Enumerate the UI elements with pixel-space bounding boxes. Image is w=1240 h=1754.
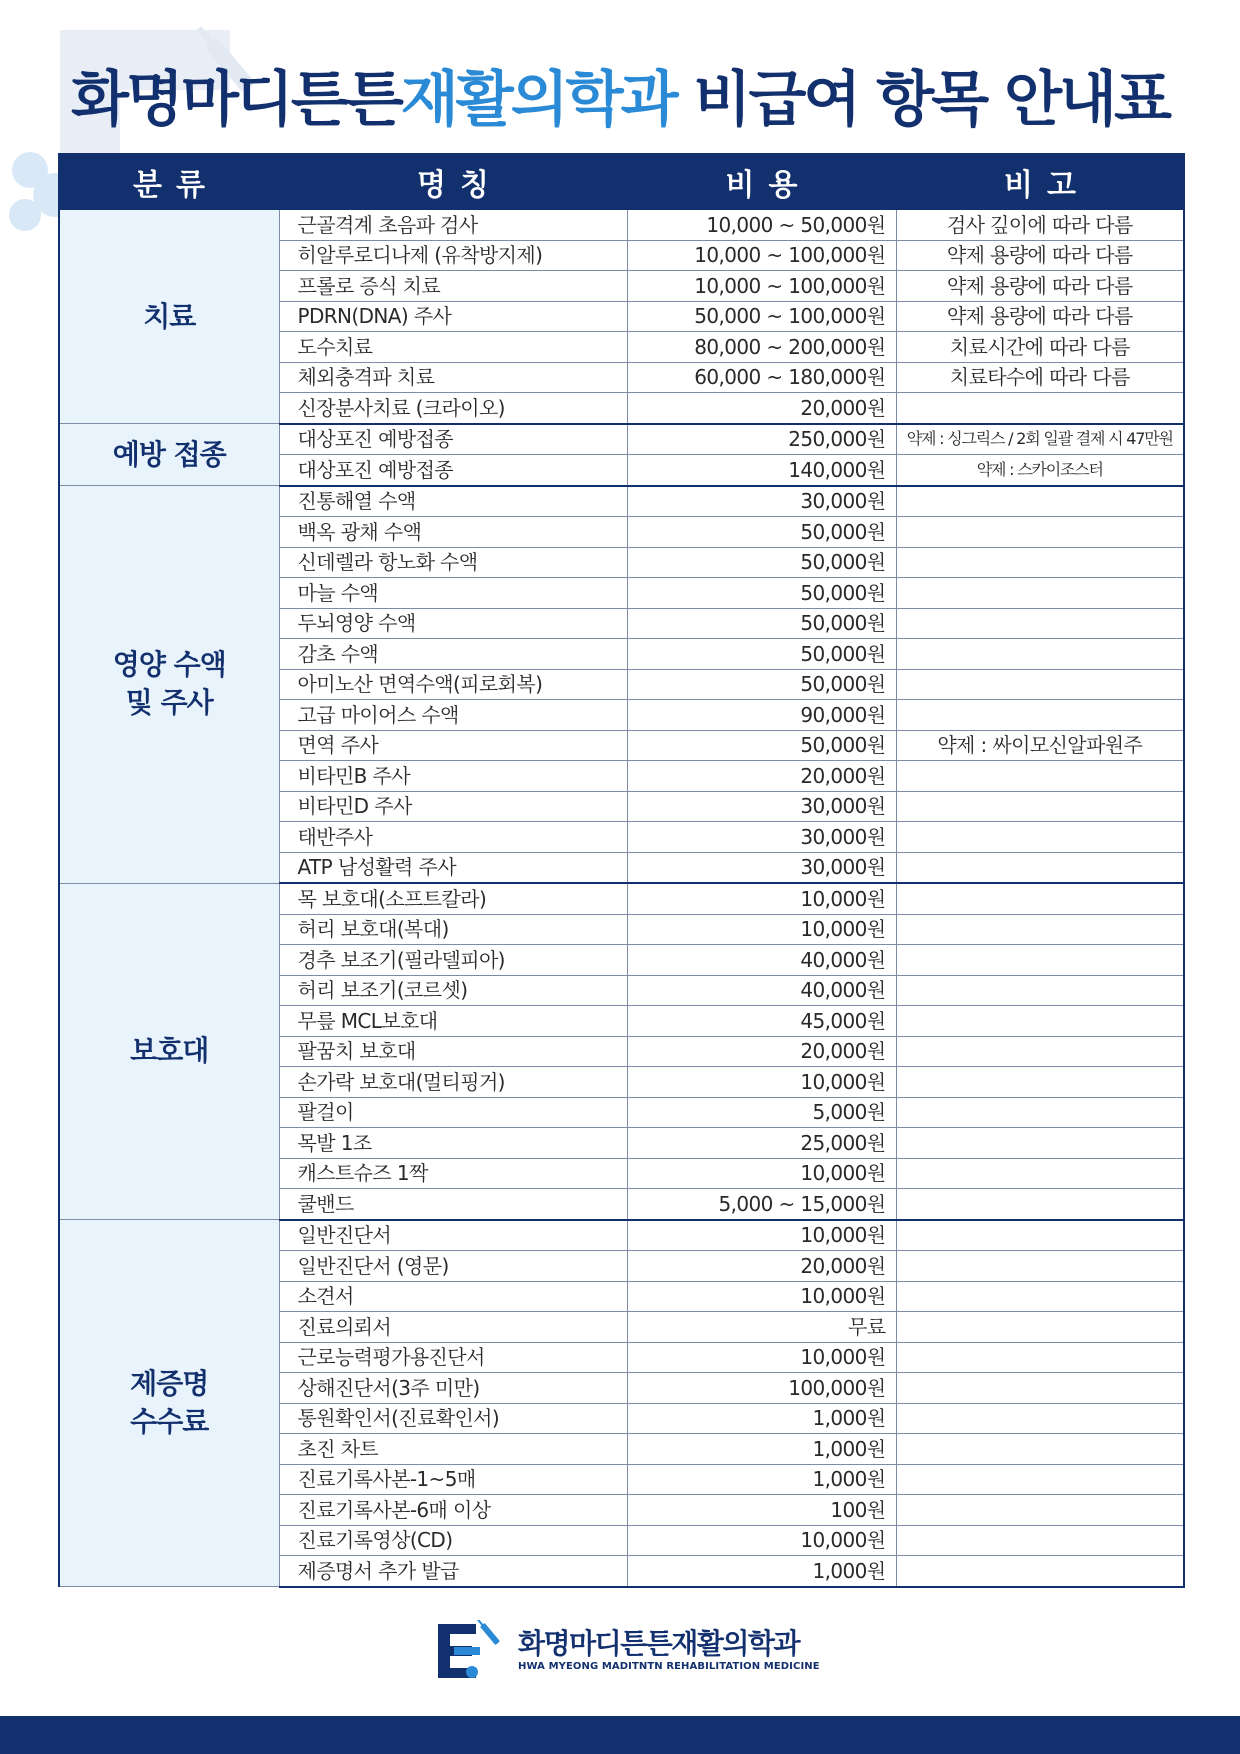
item-note xyxy=(896,761,1184,792)
item-note xyxy=(896,1067,1184,1098)
item-name: 아미노산 면역수액(피로회복) xyxy=(279,669,627,700)
item-note xyxy=(896,1464,1184,1495)
item-cost: 10,000원 xyxy=(627,1158,896,1189)
item-name: 소견서 xyxy=(279,1281,627,1312)
item-name: 근골격계 초음파 검사 xyxy=(279,209,627,240)
item-note: 약제 : 싸이모신알파원주 xyxy=(896,730,1184,761)
item-note xyxy=(896,1220,1184,1251)
bottom-bar xyxy=(0,1716,1240,1754)
item-name: 초진 차트 xyxy=(279,1434,627,1465)
item-note xyxy=(896,517,1184,548)
item-note: 약제 용량에 따라 다름 xyxy=(896,271,1184,302)
table-row xyxy=(59,883,1184,914)
item-note xyxy=(896,1189,1184,1220)
item-name: 허리 보조기(코르셋) xyxy=(279,975,627,1006)
item-note xyxy=(896,639,1184,670)
item-note xyxy=(896,791,1184,822)
item-name: ATP 남성활력 주사 xyxy=(279,852,627,883)
item-cost: 50,000원 xyxy=(627,639,896,670)
table-row xyxy=(59,1220,1184,1251)
item-note xyxy=(896,1556,1184,1587)
item-cost: 30,000원 xyxy=(627,791,896,822)
header-note: 비고 xyxy=(896,154,1184,209)
category-cell: 보호대 xyxy=(59,883,279,1220)
item-cost: 1,000원 xyxy=(627,1556,896,1587)
footer-logo xyxy=(432,1620,820,1682)
item-note: 검사 깊이에 따라 다름 xyxy=(896,209,1184,240)
item-name: 목 보호대(소프트칼라) xyxy=(279,883,627,914)
item-name: 두뇌영양 수액 xyxy=(279,608,627,639)
header-cost: 비용 xyxy=(627,154,896,209)
item-note: 약제 용량에 따라 다름 xyxy=(896,301,1184,332)
item-cost: 100,000원 xyxy=(627,1373,896,1404)
item-note xyxy=(896,1495,1184,1526)
item-name: 태반주사 xyxy=(279,822,627,853)
item-cost: 10,000원 xyxy=(627,1342,896,1373)
item-cost: 10,000원 xyxy=(627,1525,896,1556)
item-name: 일반진단서 (영문) xyxy=(279,1251,627,1282)
category-cell: 치료 xyxy=(59,209,279,424)
item-cost: 50,000원 xyxy=(627,578,896,609)
item-cost: 1,000원 xyxy=(627,1434,896,1465)
table-header-row xyxy=(59,154,1184,209)
item-name: 진통해열 수액 xyxy=(279,486,627,517)
item-note xyxy=(896,393,1184,424)
item-cost: 10,000원 xyxy=(627,1220,896,1251)
item-cost: 30,000원 xyxy=(627,486,896,517)
item-note xyxy=(896,1403,1184,1434)
item-name: PDRN(DNA) 주사 xyxy=(279,301,627,332)
item-cost: 1,000원 xyxy=(627,1464,896,1495)
item-name: 허리 보호대(복대) xyxy=(279,914,627,945)
item-name: 목발 1조 xyxy=(279,1128,627,1159)
item-name: 손가락 보호대(멀티핑거) xyxy=(279,1067,627,1098)
item-note xyxy=(896,669,1184,700)
item-name: 진료기록사본-6매 이상 xyxy=(279,1495,627,1526)
category-cell: 제증명 수수료 xyxy=(59,1220,279,1587)
item-note xyxy=(896,547,1184,578)
item-name: 진료기록영상(CD) xyxy=(279,1525,627,1556)
item-note xyxy=(896,914,1184,945)
header-category: 분류 xyxy=(59,154,279,209)
item-note: 치료타수에 따라 다름 xyxy=(896,362,1184,393)
item-cost: 20,000원 xyxy=(627,761,896,792)
price-table-body xyxy=(59,209,1184,1587)
item-name: 면역 주사 xyxy=(279,730,627,761)
table-row xyxy=(59,209,1184,240)
item-name: 도수치료 xyxy=(279,332,627,363)
item-note: 치료시간에 따라 다름 xyxy=(896,332,1184,363)
item-cost: 50,000 ~ 100,000원 xyxy=(627,301,896,332)
item-cost: 50,000원 xyxy=(627,669,896,700)
item-note xyxy=(896,1525,1184,1556)
item-name: 신데렐라 항노화 수액 xyxy=(279,547,627,578)
item-note xyxy=(896,1158,1184,1189)
item-name: 체외충격파 치료 xyxy=(279,362,627,393)
item-note xyxy=(896,1128,1184,1159)
item-name: 쿨밴드 xyxy=(279,1189,627,1220)
item-name: 팔걸이 xyxy=(279,1097,627,1128)
item-note xyxy=(896,883,1184,914)
item-cost: 10,000 ~ 100,000원 xyxy=(627,271,896,302)
item-name: 신장분사치료 (크라이오) xyxy=(279,393,627,424)
item-name: 무릎 MCL보호대 xyxy=(279,1006,627,1037)
item-name: 마늘 수액 xyxy=(279,578,627,609)
title-part-1: 화명마디튼튼 xyxy=(71,65,401,135)
item-note xyxy=(896,1097,1184,1128)
item-cost: 50,000원 xyxy=(627,517,896,548)
item-cost: 30,000원 xyxy=(627,852,896,883)
item-cost: 25,000원 xyxy=(627,1128,896,1159)
item-cost: 45,000원 xyxy=(627,1006,896,1037)
item-cost: 20,000원 xyxy=(627,1036,896,1067)
item-cost: 250,000원 xyxy=(627,424,896,455)
item-cost: 50,000원 xyxy=(627,608,896,639)
item-cost: 40,000원 xyxy=(627,945,896,976)
item-note xyxy=(896,1251,1184,1282)
item-name: 고급 마이어스 수액 xyxy=(279,700,627,731)
header-name: 명칭 xyxy=(279,154,627,209)
item-name: 근로능력평가용진단서 xyxy=(279,1342,627,1373)
item-note xyxy=(896,822,1184,853)
item-cost: 100원 xyxy=(627,1495,896,1526)
item-note xyxy=(896,1434,1184,1465)
item-cost: 50,000원 xyxy=(627,730,896,761)
item-note xyxy=(896,486,1184,517)
item-name: 백옥 광채 수액 xyxy=(279,517,627,548)
price-table xyxy=(58,153,1185,1588)
item-name: 대상포진 예방접종 xyxy=(279,424,627,455)
item-name: 통원확인서(진료확인서) xyxy=(279,1403,627,1434)
item-name: 일반진단서 xyxy=(279,1220,627,1251)
item-cost: 20,000원 xyxy=(627,393,896,424)
item-name: 감초 수액 xyxy=(279,639,627,670)
item-name: 히알루로디나제 (유착방지제) xyxy=(279,240,627,271)
item-name: 진료기록사본-1~5매 xyxy=(279,1464,627,1495)
item-cost: 5,000원 xyxy=(627,1097,896,1128)
item-note xyxy=(896,945,1184,976)
title-part-2: 재활의학과 xyxy=(400,65,676,135)
item-note xyxy=(896,1281,1184,1312)
item-name: 경추 보조기(필라델피아) xyxy=(279,945,627,976)
item-name: 진료의뢰서 xyxy=(279,1312,627,1343)
item-note: 약제 : 스카이조스터 xyxy=(896,455,1184,486)
item-cost: 10,000원 xyxy=(627,883,896,914)
item-cost: 무료 xyxy=(627,1312,896,1343)
item-cost: 140,000원 xyxy=(627,455,896,486)
item-note xyxy=(896,852,1184,883)
item-cost: 10,000 ~ 50,000원 xyxy=(627,209,896,240)
clinic-logo-icon xyxy=(432,1620,504,1682)
category-cell: 예방 접종 xyxy=(59,424,279,486)
item-name: 제증명서 추가 발급 xyxy=(279,1556,627,1587)
page-title xyxy=(0,52,1240,138)
item-note xyxy=(896,1342,1184,1373)
item-cost: 50,000원 xyxy=(627,547,896,578)
category-cell: 영양 수액 및 주사 xyxy=(59,486,279,884)
item-note xyxy=(896,975,1184,1006)
item-name: 캐스트슈즈 1짝 xyxy=(279,1158,627,1189)
item-cost: 10,000원 xyxy=(627,1067,896,1098)
item-name: 상해진단서(3주 미만) xyxy=(279,1373,627,1404)
item-cost: 10,000 ~ 100,000원 xyxy=(627,240,896,271)
item-name: 프롤로 증식 치료 xyxy=(279,271,627,302)
item-cost: 80,000 ~ 200,000원 xyxy=(627,332,896,363)
item-note xyxy=(896,1312,1184,1343)
item-cost: 60,000 ~ 180,000원 xyxy=(627,362,896,393)
item-cost: 30,000원 xyxy=(627,822,896,853)
item-note: 약제 : 싱그릭스 / 2회 일괄 결제 시 47만원 xyxy=(896,424,1184,455)
table-row xyxy=(59,486,1184,517)
item-note: 약제 용량에 따라 다름 xyxy=(896,240,1184,271)
clinic-name-en: HWA MYEONG MADITNTN REHABILITATION MEDICINE xyxy=(518,1661,820,1672)
item-cost: 5,000 ~ 15,000원 xyxy=(627,1189,896,1220)
item-name: 팔꿈치 보호대 xyxy=(279,1036,627,1067)
item-note xyxy=(896,1373,1184,1404)
clinic-name: 화명마디튼튼재활의학과 xyxy=(518,1627,800,1660)
table-row xyxy=(59,424,1184,455)
item-cost: 40,000원 xyxy=(627,975,896,1006)
item-note xyxy=(896,578,1184,609)
item-cost: 1,000원 xyxy=(627,1403,896,1434)
item-cost: 20,000원 xyxy=(627,1251,896,1282)
item-cost: 10,000원 xyxy=(627,1281,896,1312)
item-note xyxy=(896,1036,1184,1067)
item-name: 대상포진 예방접종 xyxy=(279,455,627,486)
title-part-3: 비급여 항목 안내표 xyxy=(675,65,1169,135)
item-note xyxy=(896,700,1184,731)
item-name: 비타민D 주사 xyxy=(279,791,627,822)
item-cost: 10,000원 xyxy=(627,914,896,945)
item-note xyxy=(896,608,1184,639)
item-note xyxy=(896,1006,1184,1037)
item-name: 비타민B 주사 xyxy=(279,761,627,792)
item-cost: 90,000원 xyxy=(627,700,896,731)
